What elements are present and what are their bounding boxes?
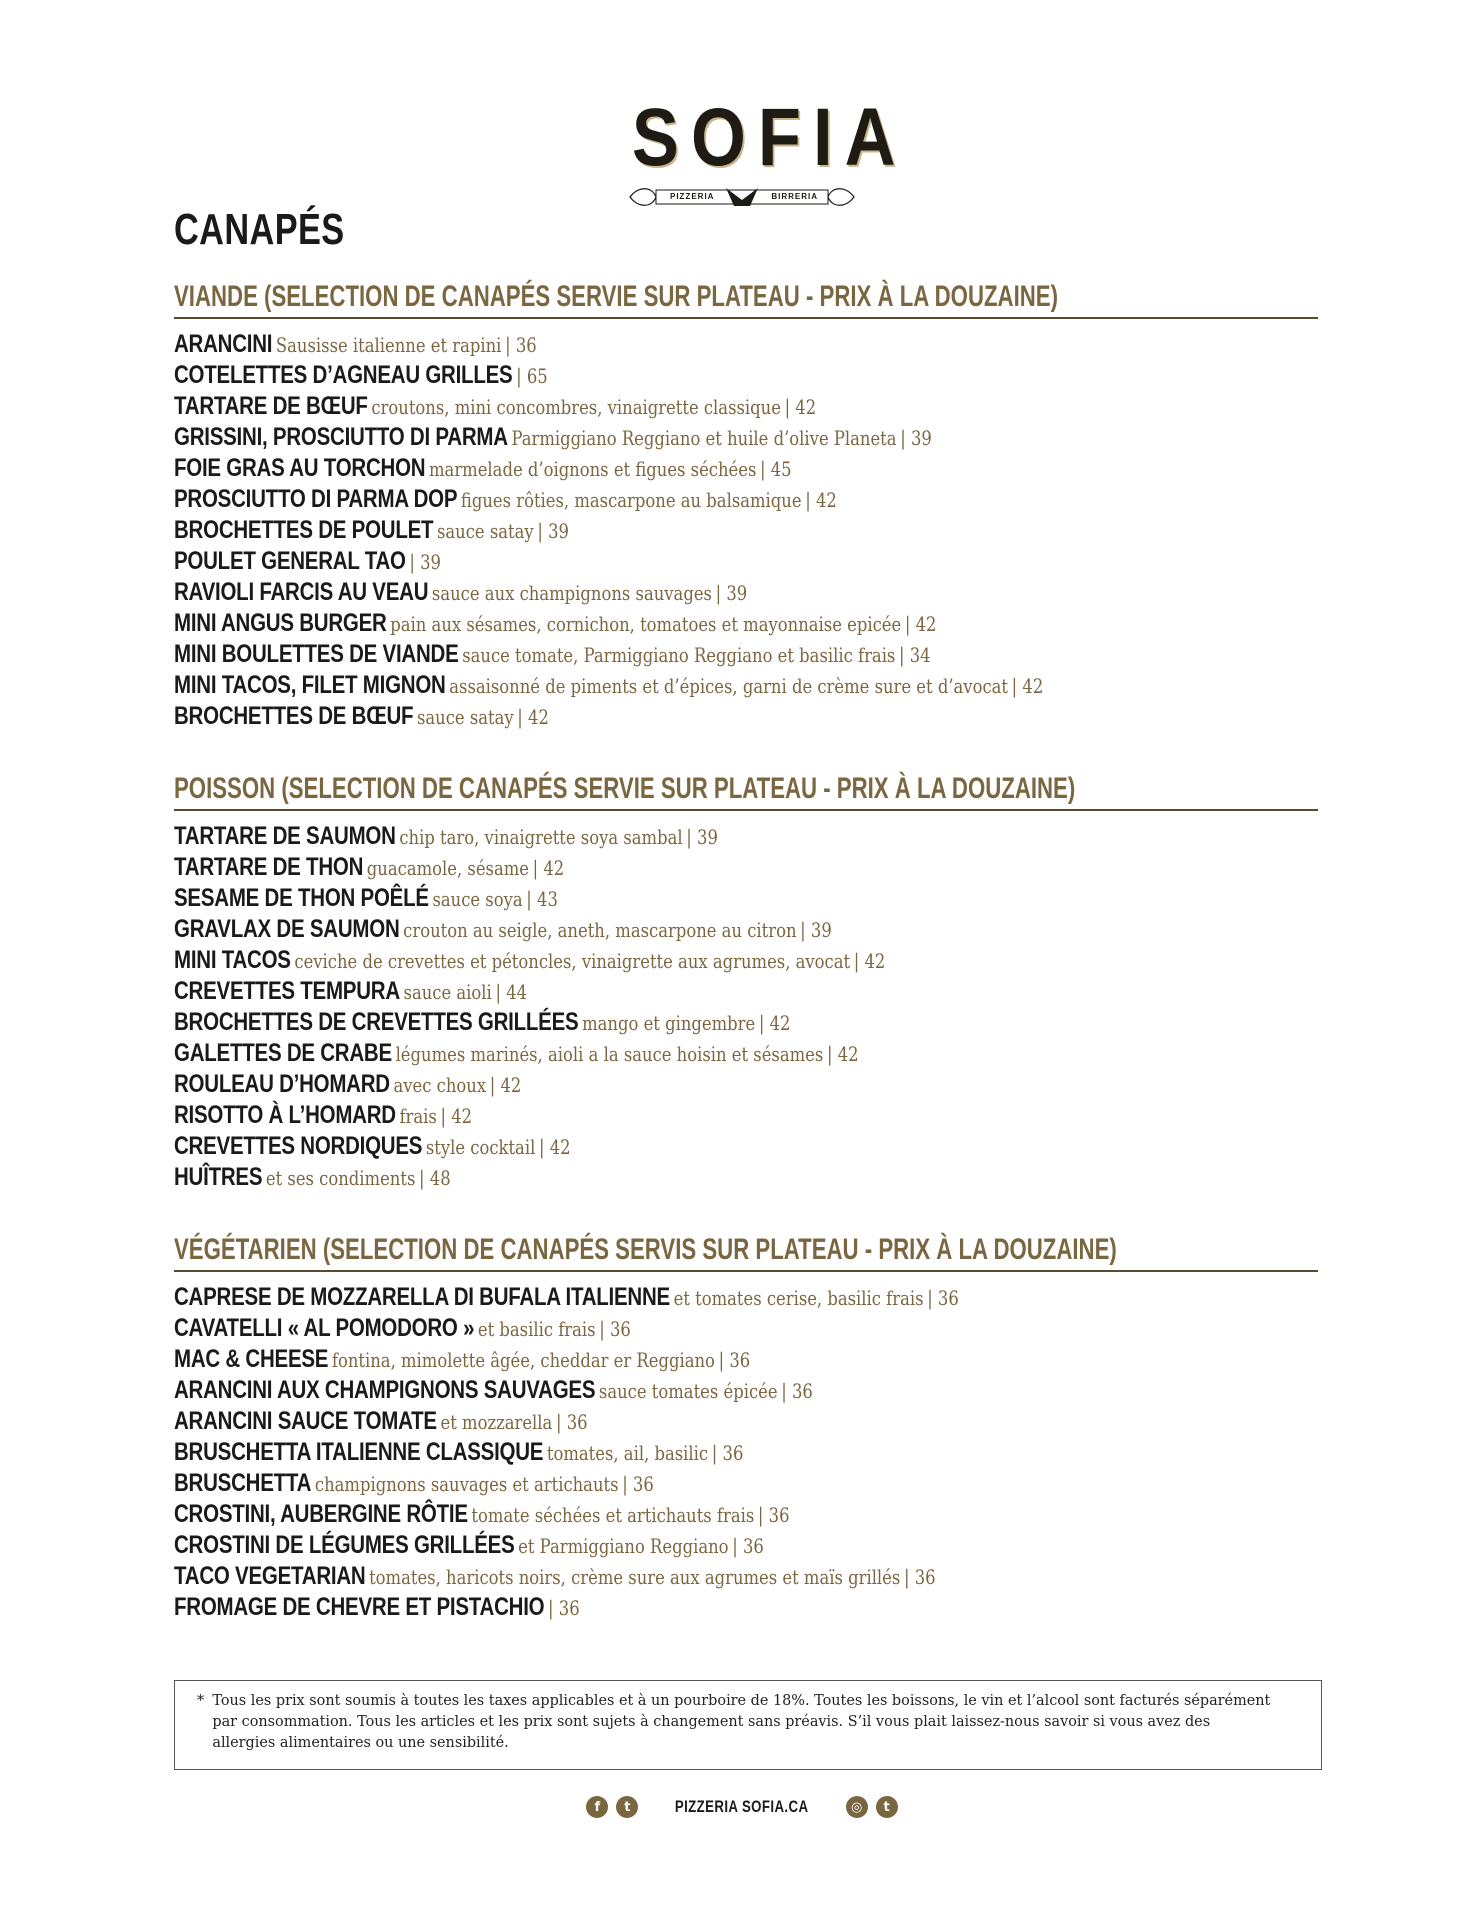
item-description: sauce satay — [416, 705, 514, 729]
item-description: sauce soya — [432, 887, 523, 911]
menu-item — [174, 914, 1318, 945]
item-description: sauce tomate, Parmiggiano Reggiano et basilic frais — [462, 643, 896, 667]
footer — [0, 1796, 1484, 1824]
section-divider — [174, 1270, 1318, 1272]
menu-item — [174, 821, 1318, 852]
item-price: | 42 — [758, 1011, 791, 1035]
item-name: MINI BOULETTES DE VIANDE — [174, 640, 459, 668]
section-vegetarien — [174, 1232, 1318, 1623]
item-name: GRISSINI, PROSCIUTTO DI PARMA — [174, 423, 508, 451]
item-description: assaisonné de piments et d’épices, garni de crème sure et d’avocat — [449, 674, 1009, 698]
twitter-icon[interactable]: t — [616, 1796, 638, 1818]
item-name: ARANCINI — [174, 330, 273, 358]
item-price: | 36 — [505, 333, 537, 357]
pricing-note — [174, 1680, 1322, 1770]
item-price: | 36 — [732, 1534, 764, 1558]
menu-item — [174, 1406, 1318, 1437]
item-name: SESAME DE THON POÊLÉ — [174, 884, 429, 912]
section-viande — [174, 279, 1318, 732]
menu-item — [174, 1131, 1318, 1162]
instagram-icon[interactable]: ◎ — [846, 1796, 868, 1818]
item-name: RISOTTO À L’HOMARD — [174, 1101, 396, 1129]
item-description: et Parmiggiano Reggiano — [518, 1534, 729, 1558]
item-description: style cocktail — [425, 1135, 536, 1159]
item-price: | 34 — [899, 643, 931, 667]
menu-item — [174, 1561, 1318, 1592]
menu-item — [174, 1038, 1318, 1069]
logo — [614, 92, 908, 214]
item-list — [174, 1282, 1318, 1623]
menu-item — [174, 1313, 1318, 1344]
item-description: et ses condiments — [265, 1166, 416, 1190]
menu-item — [174, 701, 1318, 732]
item-description: Sausisse italienne et rapini — [275, 333, 502, 357]
item-name: BROCHETTES DE POULET — [174, 516, 434, 544]
menu-item — [174, 1375, 1318, 1406]
item-name: BRUSCHETTA ITALIENNE CLASSIQUE — [174, 1438, 544, 1466]
item-name: CROSTINI, AUBERGINE RÔTIE — [174, 1500, 468, 1528]
item-price: | 42 — [489, 1073, 522, 1097]
item-description: ceviche de crevettes et pétoncles, vinaigrette aux agrumes, avocat — [294, 949, 851, 973]
item-description: fontina, mimolette âgée, cheddar er Reggiano — [331, 1348, 715, 1372]
menu-item — [174, 1437, 1318, 1468]
item-name: PROSCIUTTO DI PARMA DOP — [174, 485, 458, 513]
menu-item — [174, 515, 1318, 546]
item-price: | 39 — [409, 550, 441, 574]
item-price: | 42 — [784, 395, 817, 419]
item-price: | 42 — [904, 612, 937, 636]
item-price: | 44 — [495, 980, 528, 1004]
item-price: | 36 — [781, 1379, 813, 1403]
section-poisson — [174, 771, 1318, 1193]
note-asterisk: * — [197, 1691, 205, 1709]
menu-item — [174, 422, 1318, 453]
logo-wordmark: SOFIA — [631, 92, 908, 183]
item-name: ARANCINI SAUCE TOMATE — [174, 1407, 437, 1435]
item-price: | 36 — [757, 1503, 790, 1527]
logo-banner — [626, 184, 858, 210]
item-list — [174, 329, 1318, 732]
facebook-icon[interactable]: f — [586, 1796, 608, 1818]
item-name: MAC & CHEESE — [174, 1345, 329, 1373]
item-name: TARTARE DE BŒUF — [174, 392, 368, 420]
menu-item — [174, 329, 1318, 360]
item-price: | 36 — [718, 1348, 751, 1372]
item-name: CREVETTES NORDIQUES — [174, 1132, 423, 1160]
item-price: | 36 — [555, 1410, 588, 1434]
menu-item — [174, 883, 1318, 914]
tumblr-icon[interactable]: t — [876, 1796, 898, 1818]
item-name: FOIE GRAS AU TORCHON — [174, 454, 426, 482]
item-description: sauce aux champignons sauvages — [431, 581, 712, 605]
item-name: ROULEAU D’HOMARD — [174, 1070, 390, 1098]
item-description: chip taro, vinaigrette soya sambal — [399, 825, 683, 849]
note-text: Tous les prix sont soumis à toutes les taxes applicables et à un pourboire de 18%. Toutes les boissons, le vin et l’alcool sont facturés séparément par consommation. Tous les articles et les prix sont sujets à changement sans préavis. S’il vous plait laissez-nous savoir si vous avez des allergies alimentaires ou une sensibilité. — [212, 1691, 1271, 1751]
menu-item — [174, 1468, 1318, 1499]
item-description: avec choux — [393, 1073, 487, 1097]
item-name: MINI TACOS, FILET MIGNON — [174, 671, 446, 699]
item-price: | 42 — [826, 1042, 859, 1066]
menu-item — [174, 1162, 1318, 1193]
item-name: CROSTINI DE LÉGUMES GRILLÉES — [174, 1531, 515, 1559]
item-price: | 45 — [760, 457, 792, 481]
ornament-icon — [626, 184, 858, 210]
menu-item — [174, 577, 1318, 608]
item-name: FROMAGE DE CHEVRE ET PISTACHIO — [174, 1593, 545, 1621]
item-name: BROCHETTES DE CREVETTES GRILLÉES — [174, 1008, 579, 1036]
item-description: sauce satay — [436, 519, 534, 543]
website-link[interactable]: PIZZERIA SOFIA.CA — [675, 1797, 809, 1816]
menu-item — [174, 945, 1318, 976]
item-name: POULET GENERAL TAO — [174, 547, 406, 575]
item-price: | 36 — [903, 1565, 936, 1589]
item-price: | 39 — [800, 918, 832, 942]
item-name: CAVATELLI « AL POMODORO » — [174, 1314, 475, 1342]
item-name: BRUSCHETTA — [174, 1469, 312, 1497]
item-description: croutons, mini concombres, vinaigrette classique — [371, 395, 781, 419]
item-price: | 43 — [526, 887, 558, 911]
menu-item — [174, 360, 1318, 391]
item-description: figues rôties, mascarpone au balsamique — [460, 488, 802, 512]
item-description: champignons sauvages et artichauts — [314, 1472, 619, 1496]
menu-item — [174, 391, 1318, 422]
item-description: guacamole, sésame — [366, 856, 529, 880]
item-description: tomate séchées et artichauts frais — [471, 1503, 755, 1527]
item-description: légumes marinés, aioli a la sauce hoisin et sésames — [395, 1042, 824, 1066]
menu-item — [174, 852, 1318, 883]
item-description: crouton au seigle, aneth, mascarpone au citron — [403, 918, 797, 942]
menu-item — [174, 484, 1318, 515]
item-price: | 42 — [1011, 674, 1044, 698]
item-description: tomates, haricots noirs, crème sure aux agrumes et maïs grillés — [369, 1565, 901, 1589]
page-title: CANAPÉS — [174, 205, 345, 254]
item-description: sauce aioli — [403, 980, 492, 1004]
menu-item — [174, 1069, 1318, 1100]
item-name: TARTARE DE SAUMON — [174, 822, 396, 850]
item-price: | 39 — [537, 519, 569, 543]
item-price: | 42 — [517, 705, 549, 729]
item-list — [174, 821, 1318, 1193]
item-price: | 39 — [900, 426, 932, 450]
menu-item — [174, 639, 1318, 670]
item-name: GALETTES DE CRABE — [174, 1039, 392, 1067]
menu-item — [174, 1592, 1318, 1623]
item-price: | 36 — [622, 1472, 654, 1496]
item-price: | 42 — [853, 949, 886, 973]
item-price: | 42 — [532, 856, 565, 880]
item-name: MINI TACOS — [174, 946, 291, 974]
menu-item — [174, 1282, 1318, 1313]
item-price: | 36 — [711, 1441, 744, 1465]
item-description: et mozzarella — [440, 1410, 553, 1434]
item-price: | 42 — [805, 488, 837, 512]
item-price: | 42 — [538, 1135, 571, 1159]
item-description: Parmiggiano Reggiano et huile d’olive Planeta — [511, 426, 897, 450]
item-name: TACO VEGETARIAN — [174, 1562, 366, 1590]
section-divider — [174, 317, 1318, 319]
item-description: sauce tomates épicée — [598, 1379, 778, 1403]
item-description: pain aux sésames, cornichon, tomatoes et mayonnaise epicée — [390, 612, 902, 636]
item-name: CREVETTES TEMPURA — [174, 977, 400, 1005]
item-description: frais — [399, 1104, 437, 1128]
item-price: | 36 — [548, 1596, 580, 1620]
item-description: tomates, ail, basilic — [546, 1441, 709, 1465]
menu-item — [174, 1344, 1318, 1375]
menu-item — [174, 608, 1318, 639]
menu-item — [174, 1499, 1318, 1530]
item-description: et basilic frais — [477, 1317, 596, 1341]
item-name: CAPRESE DE MOZZARELLA DI BUFALA ITALIENNE — [174, 1283, 670, 1311]
item-price: | 36 — [927, 1286, 959, 1310]
menu-item — [174, 1007, 1318, 1038]
item-name: HUÎTRES — [174, 1163, 263, 1191]
item-description: marmelade d’oignons et figues séchées — [428, 457, 757, 481]
section-heading: VÉGÉTARIEN (SELECTION DE CANAPÉS SERVIS SUR PLATEAU - PRIX À LA DOUZAINE) — [174, 1233, 1117, 1266]
item-description: et tomates cerise, basilic frais — [673, 1286, 924, 1310]
menu-item — [174, 1530, 1318, 1561]
menu-item — [174, 976, 1318, 1007]
menu-item — [174, 1100, 1318, 1131]
menu-item — [174, 453, 1318, 484]
item-name: BROCHETTES DE BŒUF — [174, 702, 414, 730]
banner-right-label: BIRRERIA — [771, 192, 818, 201]
item-price: | 39 — [686, 825, 718, 849]
item-price: | 36 — [599, 1317, 631, 1341]
item-name: COTELETTES D’AGNEAU GRILLES — [174, 361, 513, 389]
banner-left-label: PIZZERIA — [670, 192, 715, 201]
item-price: | 65 — [516, 364, 548, 388]
section-divider — [174, 809, 1318, 811]
item-description: mango et gingembre — [582, 1011, 756, 1035]
section-heading: VIANDE (SELECTION DE CANAPÉS SERVIE SUR PLATEAU - PRIX À LA DOUZAINE) — [174, 280, 1058, 313]
item-name: RAVIOLI FARCIS AU VEAU — [174, 578, 429, 606]
menu-item — [174, 546, 1318, 577]
section-heading: POISSON (SELECTION DE CANAPÉS SERVIE SUR PLATEAU - PRIX À LA DOUZAINE) — [174, 772, 1076, 805]
item-price: | 39 — [715, 581, 748, 605]
item-name: GRAVLAX DE SAUMON — [174, 915, 400, 943]
item-name: MINI ANGUS BURGER — [174, 609, 387, 637]
item-name: TARTARE DE THON — [174, 853, 364, 881]
item-name: ARANCINI AUX CHAMPIGNONS SAUVAGES — [174, 1376, 596, 1404]
item-price: | 48 — [419, 1166, 451, 1190]
menu-item — [174, 670, 1318, 701]
item-price: | 42 — [440, 1104, 473, 1128]
